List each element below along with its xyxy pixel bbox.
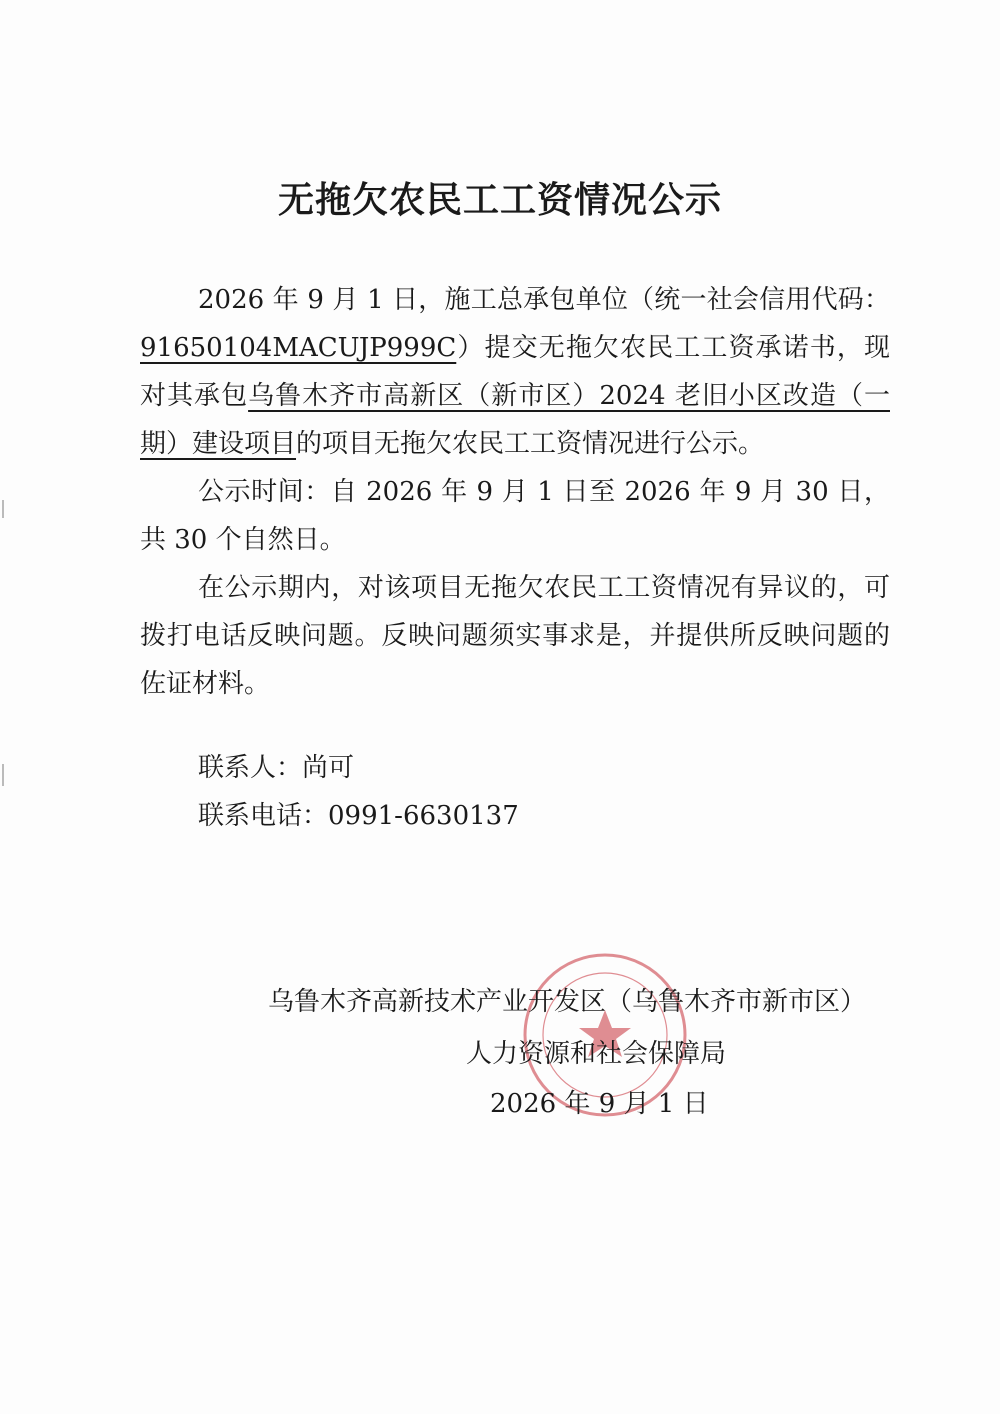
credit-code: 91650104MACUJP999C xyxy=(140,333,457,363)
scan-edge-mark xyxy=(2,500,4,518)
paragraph-announcement xyxy=(140,276,890,468)
signature-department: 人力资源和社会保障局 xyxy=(466,1039,727,1069)
signature-organization: 乌鲁木齐高新技术产业开发区（乌鲁木齐市新市区） xyxy=(268,987,867,1017)
contact-phone: 联系电话：0991-6630137 xyxy=(198,801,519,831)
announcement-text: 的项目无拖欠农民工工资情况进行公示。 xyxy=(296,429,765,459)
signature-date: 2026 年 9 月 1 日 xyxy=(490,1089,709,1119)
announcement-text: 2026 年 9 月 1 日，施工总承包单位（统一社会信用代码： xyxy=(198,285,890,315)
announcement-text: ）提交无拖欠农民工工资承诺书，现对其承包 xyxy=(140,333,890,411)
scan-edge-mark xyxy=(2,764,4,786)
paragraph-objection: 在公示期内，对该项目无拖欠农民工工资情况有异议的，可拨打电话反映问题。反映问题须实事求是，并提供所反映问题的佐证材料。 xyxy=(140,573,890,699)
contact-person: 联系人：尚可 xyxy=(198,753,355,783)
document-title: 无拖欠农民工工资情况公示 xyxy=(277,180,722,221)
project-name: 乌鲁木齐市高新区（新市区）2024 老旧小区改造（一期）建设项目 xyxy=(140,381,890,459)
document-body xyxy=(140,276,890,708)
paragraph-period: 公示时间：自 2026 年 9 月 1 日至 2026 年 9 月 30 日，共 30 个自然日。 xyxy=(140,477,890,555)
